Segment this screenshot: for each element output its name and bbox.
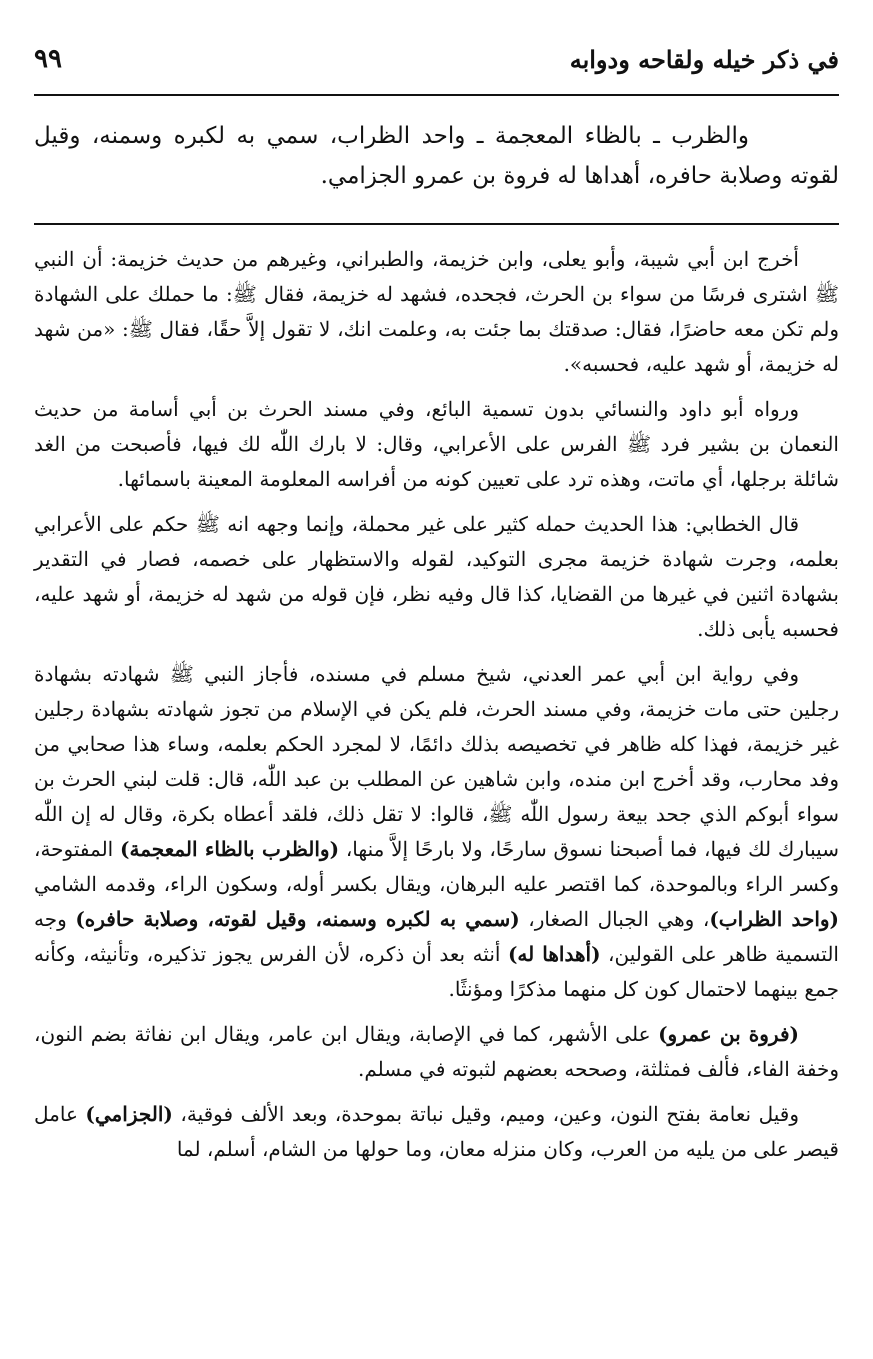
p4-bold-lemma-4: (أهداها له) — [507, 942, 601, 966]
p4-text-2: المفتوحة، وكسر الراء وبالموحدة، كما اقتصر عليه البرهان، ويقال بكسر أوله، وسكون الراء، وقدمه الشامي — [34, 837, 839, 896]
running-title: في ذكر خيله ولقاحه ودوابه — [569, 44, 839, 74]
page-number: ٩٩ — [34, 44, 62, 74]
page-header — [34, 30, 839, 88]
main-text — [34, 116, 839, 196]
p4-text-5: أنثه بعد أن ذكره، لأن الفرس يجوز تذكيره، وتأنيثه، وكأنه جمع بينهما لاحتمال كون كل منهما مذكرًا ومؤنثًا. — [34, 942, 839, 1001]
commentary-paragraph-3: قال الخطابي: هذا الحديث حمله كثير على غير محملة، وإنما وجهه انه ﷺ حكم على الأعرابي بعلمه، وجرت شهادة خزيمة مجرى التوكيد، لقوله والاستظهار على خصمه، فصار في التقدير بشهادة اثنين في غيرها من القضايا، كذا قال وفيه نظر، فإن قوله من شهد له خزيمة، أو شهد عليه، فحسبه يأبى ذلك. — [34, 512, 839, 641]
p6-text-2: عامل قيصر على من يليه من العرب، وكان منزله معان، وما حولها من الشام، أسلم، لما — [34, 1102, 839, 1161]
commentary-paragraph-5 — [34, 1017, 839, 1087]
p4-bold-lemma-1: (والظرب بالظاء المعجمة) — [120, 837, 340, 861]
main-text-paragraph: والظرب ـ بالظاء المعجمة ـ واحد الظراب، سمي به لكبره وسمنه، وقيل لقوته وصلابة حافره، أهداها له فروة بن عمرو الجزامي. — [34, 123, 839, 189]
p4-text-3: ، وهي الجبال الصغار، — [519, 907, 710, 931]
p4-bold-lemma-2: (واحد الظراب) — [709, 907, 839, 931]
p6-bold-lemma: (الجزامي) — [85, 1102, 173, 1126]
commentary-paragraph-1: أخرج ابن أبي شيبة، وأبو يعلى، وابن خزيمة، والطبراني، وغيرهم من حديث خزيمة: أن النبي ﷺ اشترى فرسًا من سواء بن الحرث، فجحده، فشهد له خزيمة، فقال ﷺ: ما حملك على الشهادة ولم تكن معه حاضرًا، فقال: صدقتك بما جئت به، وعلمت انك، لا تقول إلاَّ حقًا، فقال ﷺ: «من شهد له خزيمة، أو شهد عليه، فحسبه». — [34, 247, 839, 376]
p5-bold-lemma: (فروة بن عمرو) — [658, 1022, 799, 1046]
p4-bold-lemma-3: (سمي به لكبره وسمنه، وقيل لقوته، وصلابة حافره) — [75, 907, 520, 931]
p5-text: على الأشهر، كما في الإصابة، ويقال ابن عامر، ويقال ابن نفاثة بضم النون، وخفة الفاء، فألف فمثلثة، وصححه بعضهم لثبوته في مسلم. — [34, 1022, 839, 1081]
main-text-rule — [34, 223, 839, 225]
commentary-paragraph-2: ورواه أبو داود والنسائي بدون تسمية البائع، وفي مسند الحرث بن أبي أسامة من حديث النعمان بن بشير فرد ﷺ الفرس على الأعرابي، وقال: لا بارك اللّٰه لك فيها، فأصبحت من الغد شائلة برجلها، أي ماتت، وهذه ترد على تعيين كونه من أفراسه المعلومة المعينة باسمائها. — [34, 397, 839, 491]
commentary — [34, 242, 839, 1167]
p4-text-4: وجه التسمية ظاهر على القولين، — [34, 907, 839, 966]
p6-text-1: وقيل نعامة بفتح النون، وعين، وميم، وقيل نباتة بموحدة، وبعد الألف فوقية، — [172, 1102, 800, 1126]
p4-text-1: وفي رواية ابن أبي عمر العدني، شيخ مسلم في مسنده، فأجاز النبي ﷺ شهادته بشهادة رجلين حتى مات خزيمة، وفي مسند الحرث، فلم يكن في الإسلام من تجوز شهادته بشهادة رجلين غير خزيمة، فهذا كله ظاهر في تخصيصه بذلك دائمًا، لا لمجرد الحكم بعلمه، وساء هذا صحابي من وفد محارب، وقد أخرج ابن منده، وابن شاهين عن المطلب بن عبد اللّٰه، قال: قلت لبني الحرث بن سواء أبوكم الذي جحد بيعة رسول اللّٰه ﷺ، قالوا: لا تقل ذلك، فلقد أعطاه بكرة، وقال له إن اللّٰه سيبارك لك فيها، فما أصبحنا نسوق سارحًا، ولا بارحًا إلاَّ منها، — [34, 662, 839, 861]
commentary-paragraph-6 — [34, 1097, 839, 1167]
header-rule — [34, 94, 839, 96]
commentary-paragraph-4 — [34, 657, 839, 1007]
